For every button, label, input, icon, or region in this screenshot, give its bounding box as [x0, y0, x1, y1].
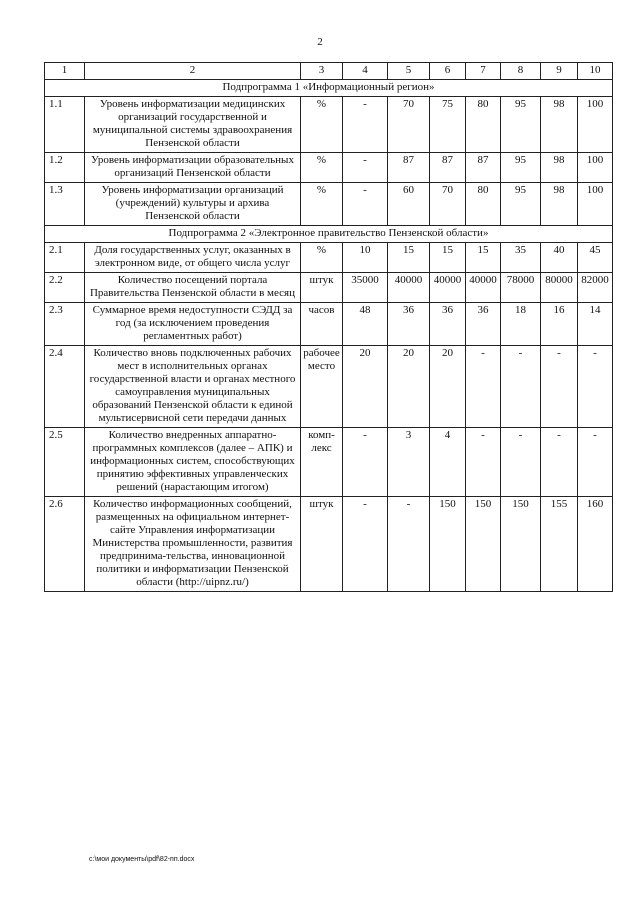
value-cell: 20	[388, 346, 430, 428]
row-number: 1.3	[45, 183, 85, 226]
value-cell: 36	[430, 303, 466, 346]
value-cell: 20	[430, 346, 466, 428]
value-cell: 100	[578, 183, 613, 226]
row-number: 2.6	[45, 497, 85, 592]
value-cell: 40000	[388, 273, 430, 303]
value-cell: 98	[541, 153, 578, 183]
value-cell: 70	[388, 97, 430, 153]
value-cell: 14	[578, 303, 613, 346]
value-cell: 40000	[466, 273, 501, 303]
header-cell: 9	[541, 63, 578, 80]
subprogram-2-title: Подпрограмма 2 «Электронное правительство Пензенской области»	[45, 226, 613, 243]
value-cell: 150	[466, 497, 501, 592]
value-cell: 100	[578, 153, 613, 183]
unit-cell: штук	[301, 273, 343, 303]
value-cell: 60	[388, 183, 430, 226]
row-number: 2.3	[45, 303, 85, 346]
indicator-name: Количество информационных сообщений, размещенных на официальном интернет-сайте Управления информатизации Министерства промышленности, развития предпринима-тельства, инновационной политики и информатизации Пензенской области (http://uipnz.ru/)	[85, 497, 301, 592]
table-row	[45, 303, 613, 346]
value-cell: -	[578, 346, 613, 428]
indicators-table	[44, 62, 613, 592]
value-cell: 15	[466, 243, 501, 273]
value-cell: 80	[466, 183, 501, 226]
table-row	[45, 97, 613, 153]
value-cell: 150	[501, 497, 541, 592]
indicator-name: Доля государственных услуг, оказанных в электронном виде, от общего числа услуг	[85, 243, 301, 273]
indicator-name: Суммарное время недоступности СЭДД за год (за исключением проведения регламентных работ)	[85, 303, 301, 346]
unit-cell: комп-лекс	[301, 428, 343, 497]
footer-file-path: c:\мои документы\pdf\82-пп.docx	[89, 856, 195, 863]
value-cell: 10	[343, 243, 388, 273]
header-cell: 10	[578, 63, 613, 80]
value-cell: 36	[466, 303, 501, 346]
value-cell: 15	[430, 243, 466, 273]
value-cell: 95	[501, 153, 541, 183]
header-cell: 3	[301, 63, 343, 80]
header-cell: 8	[501, 63, 541, 80]
header-cell: 1	[45, 63, 85, 80]
value-cell: -	[343, 153, 388, 183]
indicator-name: Уровень информатизации организаций (учреждений) культуры и архива Пензенской области	[85, 183, 301, 226]
value-cell: 98	[541, 97, 578, 153]
value-cell: 82000	[578, 273, 613, 303]
value-cell: 35	[501, 243, 541, 273]
value-cell: 95	[501, 97, 541, 153]
header-cell: 7	[466, 63, 501, 80]
value-cell: -	[343, 428, 388, 497]
value-cell: 40000	[430, 273, 466, 303]
value-cell: -	[466, 428, 501, 497]
value-cell: -	[501, 346, 541, 428]
row-number: 2.1	[45, 243, 85, 273]
value-cell: -	[541, 428, 578, 497]
table-row	[45, 153, 613, 183]
table-row	[45, 346, 613, 428]
row-number: 2.2	[45, 273, 85, 303]
header-cell: 5	[388, 63, 430, 80]
header-cell: 4	[343, 63, 388, 80]
value-cell: 160	[578, 497, 613, 592]
table-row	[45, 273, 613, 303]
value-cell: 45	[578, 243, 613, 273]
value-cell: 78000	[501, 273, 541, 303]
indicator-name: Уровень информатизации образовательных организаций Пензенской области	[85, 153, 301, 183]
table-row	[45, 243, 613, 273]
subprogram-1-title: Подпрограмма 1 «Информационный регион»	[45, 80, 613, 97]
value-cell: 100	[578, 97, 613, 153]
unit-cell: часов	[301, 303, 343, 346]
value-cell: 80000	[541, 273, 578, 303]
unit-cell: штук	[301, 497, 343, 592]
value-cell: -	[343, 183, 388, 226]
value-cell: 40	[541, 243, 578, 273]
header-row	[45, 63, 613, 80]
value-cell: 3	[388, 428, 430, 497]
unit-cell: %	[301, 183, 343, 226]
row-number: 2.4	[45, 346, 85, 428]
value-cell: -	[466, 346, 501, 428]
indicator-name: Количество внедренных аппаратно-программных комплексов (далее – АПК) и информационных систем, способствующих принятию эффективных управленческих решений (нарастающим итогом)	[85, 428, 301, 497]
unit-cell: %	[301, 97, 343, 153]
value-cell: 36	[388, 303, 430, 346]
subprogram-2-row	[45, 226, 613, 243]
indicator-name: Уровень информатизации медицинских организаций государственной и муниципальной системы здравоохранения Пензенской области	[85, 97, 301, 153]
value-cell: 87	[388, 153, 430, 183]
value-cell: 98	[541, 183, 578, 226]
header-cell: 6	[430, 63, 466, 80]
unit-cell: %	[301, 153, 343, 183]
value-cell: 80	[466, 97, 501, 153]
value-cell: -	[343, 497, 388, 592]
value-cell: 16	[541, 303, 578, 346]
value-cell: 155	[541, 497, 578, 592]
table-row	[45, 428, 613, 497]
value-cell: 18	[501, 303, 541, 346]
value-cell: 95	[501, 183, 541, 226]
value-cell: -	[388, 497, 430, 592]
value-cell: 35000	[343, 273, 388, 303]
value-cell: 20	[343, 346, 388, 428]
value-cell: 70	[430, 183, 466, 226]
value-cell: -	[541, 346, 578, 428]
indicator-name: Количество посещений портала Правительства Пензенской области в месяц	[85, 273, 301, 303]
value-cell: 150	[430, 497, 466, 592]
table-row	[45, 497, 613, 592]
value-cell: 48	[343, 303, 388, 346]
subprogram-1-row	[45, 80, 613, 97]
value-cell: 4	[430, 428, 466, 497]
value-cell: 87	[466, 153, 501, 183]
value-cell: -	[578, 428, 613, 497]
value-cell: -	[501, 428, 541, 497]
value-cell: 87	[430, 153, 466, 183]
page-number: 2	[317, 36, 323, 48]
indicator-name: Количество вновь подключенных рабочих мест в исполнительных органах государственной власти и органах местного самоуправления муниципальных образований Пензенской области к единой мультисервисной сети передачи данных	[85, 346, 301, 428]
header-cell: 2	[85, 63, 301, 80]
table-row	[45, 183, 613, 226]
row-number: 1.2	[45, 153, 85, 183]
value-cell: -	[343, 97, 388, 153]
unit-cell: рабочее место	[301, 346, 343, 428]
row-number: 1.1	[45, 97, 85, 153]
unit-cell: %	[301, 243, 343, 273]
row-number: 2.5	[45, 428, 85, 497]
value-cell: 75	[430, 97, 466, 153]
value-cell: 15	[388, 243, 430, 273]
